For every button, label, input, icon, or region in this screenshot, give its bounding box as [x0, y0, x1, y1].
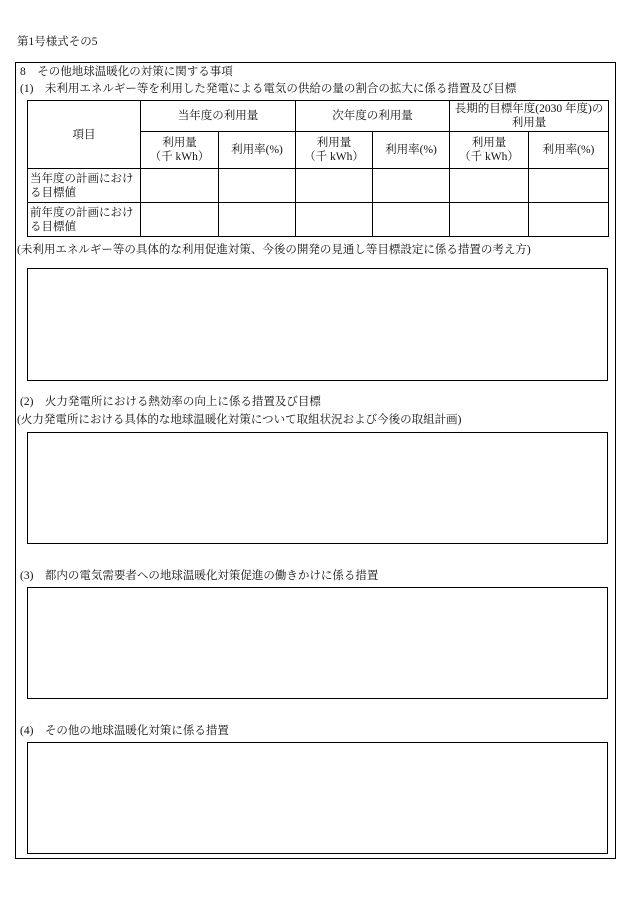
- subheader-current-year-usage: [141, 132, 219, 169]
- usage-unit: （千 kWh）: [149, 151, 210, 163]
- item3-answer-box[interactable]: [27, 587, 608, 699]
- row-label: 前年度の計画における目標値: [28, 203, 141, 237]
- next-year-rate-cell[interactable]: [373, 203, 450, 237]
- current-year-rate-cell[interactable]: [219, 203, 296, 237]
- table-row-previous-plan: [28, 203, 609, 237]
- subheader-long-term-rate: 利用率(%): [529, 132, 609, 169]
- subheader-next-year-rate: 利用率(%): [373, 132, 450, 169]
- form-number: 第1号様式その5: [17, 36, 98, 48]
- subheader-next-year-usage: [296, 132, 373, 169]
- table-header-next-year: 次年度の利用量: [296, 101, 450, 132]
- table-header-long-term: 長期的目標年度(2030 年度)の利用量: [450, 101, 609, 132]
- usage-unit: （千 kWh）: [459, 151, 519, 163]
- section-title: 8 その他地球温暖化の対策に関する事項: [20, 66, 233, 78]
- next-year-usage-cell[interactable]: [296, 203, 373, 237]
- item3-heading: (3) 都内の電気需要者への地球温暖化対策促進の働きかけに係る措置: [20, 570, 379, 582]
- item2-heading: (2) 火力発電所における熱効率の向上に係る措置及び目標: [20, 396, 321, 408]
- item2-note: (火力発電所における具体的な地球温暖化対策について取組状況および今後の取組計画): [17, 414, 462, 426]
- usage-table: [27, 100, 609, 237]
- long-term-rate-cell[interactable]: [529, 169, 609, 203]
- item1-note: (未利用エネルギー等の具体的な利用促進対策、今後の開発の見通し等目標設定に係る措置の考え方): [17, 244, 531, 256]
- long-term-usage-cell[interactable]: [450, 169, 529, 203]
- table-header-item: 項目: [28, 101, 141, 169]
- long-term-rate-cell[interactable]: [529, 203, 609, 237]
- long-term-usage-cell[interactable]: [450, 203, 529, 237]
- usage-label: 利用量: [471, 137, 507, 149]
- current-year-usage-cell[interactable]: [141, 203, 219, 237]
- item1-answer-box[interactable]: [27, 268, 608, 381]
- table-row-current-plan: [28, 169, 609, 203]
- next-year-rate-cell[interactable]: [373, 169, 450, 203]
- current-year-usage-cell[interactable]: [141, 169, 219, 203]
- table-header-row: [28, 101, 609, 132]
- usage-unit: （千 kWh）: [304, 151, 364, 163]
- subheader-current-year-rate: 利用率(%): [219, 132, 296, 169]
- item4-heading: (4) その他の地球温暖化対策に係る措置: [20, 725, 229, 737]
- table-header-current-year: 当年度の利用量: [141, 101, 296, 132]
- next-year-usage-cell[interactable]: [296, 169, 373, 203]
- item4-answer-box[interactable]: [27, 742, 608, 854]
- usage-label: 利用量: [316, 137, 352, 149]
- item2-answer-box[interactable]: [27, 432, 608, 544]
- usage-label: 利用量: [162, 137, 197, 149]
- row-label: 当年度の計画における目標値: [28, 169, 141, 203]
- item1-heading: (1) 未利用エネルギー等を利用した発電による電気の供給の量の割合の拡大に係る措置及び目標: [20, 83, 517, 95]
- subheader-long-term-usage: [450, 132, 529, 169]
- current-year-rate-cell[interactable]: [219, 169, 296, 203]
